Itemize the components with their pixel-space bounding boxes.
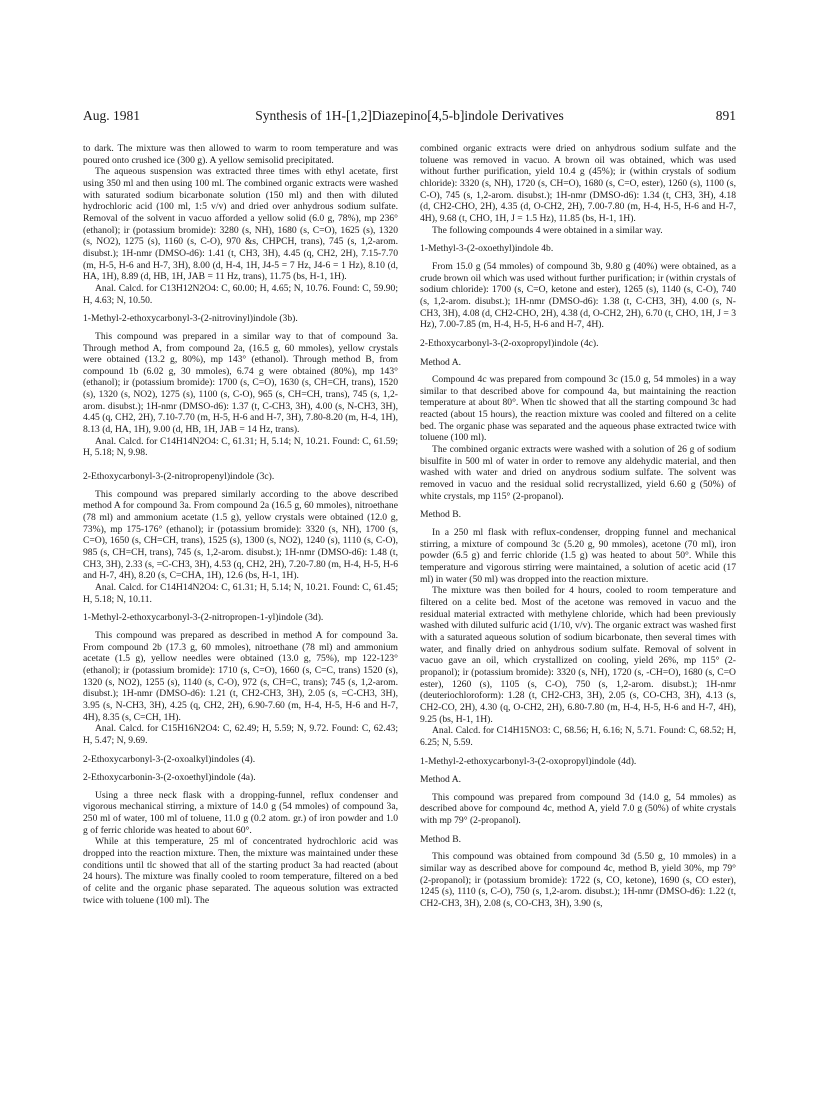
paragraph: to dark. The mixture was then allowed to warm to room temperature and was poured onto crushed ice (300 g). A yellow semisolid precipitated. bbox=[83, 143, 398, 166]
paragraph: The aqueous suspension was extracted three times with ethyl acetate, first using 350 ml and then using 100 ml. The combined organic extracts were washed with saturated sodium bicarbonate solution (150 ml) and then with diluted hydrochloric acid (100 ml, 1:5 v/v) and dried over anhydrous sodium sulfate. Removal of the solvent in vacuo afforded a yellow solid (6.0 g, 78%), mp 236° (ethanol); ir (potassium bromide): 3280 (s, NH), 1680 (s, C=O), 1625 (s), 1320 (s, NO2), 1275 (s), 1160 (s, C-O), 970 &s, CHPCH, trans), 745 (s, 1,2-arom. disubst.); 1H-nmr (DMSO-d6): 1.41 (t, CH3, 3H), 4.45 (q, CH2, 2H), 7.15-7.70 (m, H-5, H-6 and H-7, 3H), 8.00 (d, H-4, 1H, J4-5 = 7 Hz, J4-6 = 1 Hz), 8.10 (d, HA, 1H), 8.89 (d, HB, 1H, JAB = 11 Hz, trans), 11.75 (bs, H-1, 1H). bbox=[83, 166, 398, 283]
paragraph: This compound was prepared as described in method A for compound 3a. From compound 2b (17.3 g, 60 mmoles), nitroethane (78 ml) and ammonium acetate (1.5 g), yellow needles were obtained (13.0 g, 75%), mp 122-123° (ethanol); ir (potassium bromide): 1710 (s, C=O), 1660 (s, C=C, trans) 1520 (s), 1320 (s, NO2), 1255 (s), 1140 (s, C-O), 972 (s, CH=C, trans); 745 (s, 1,2-arom. disubst.); 1H-nmr (DMSO-d6): 1.21 (t, CH2-CH3, 3H), 2.05 (s, =C-CH3, 3H), 3.95 (s, N-CH3, 3H), 4.25 (q, CH2, 2H), 6.90-7.60 (m, H-4, H-5, H-6 and H-7, 4H), 8.35 (s, C=CH, 1H). bbox=[83, 629, 398, 723]
section-heading: 1-Methyl-2-ethoxycarbonyl-3-(2-nitropropen-1-yl)indole (3d). bbox=[83, 612, 324, 624]
paragraph: Anal. Calcd. for C15H16N2O4: C, 62.49; H, 5.59; N, 9.72. Found: C, 62.43; H, 5.47; N, 9.69. bbox=[83, 723, 398, 746]
paragraph: Anal. Calcd. for C14H15NO3: C, 68.56; H, 6.16; N, 5.71. Found: C, 68.52; H, 6.25; N, 5.59. bbox=[420, 725, 736, 748]
header-date: Aug. 1981 bbox=[83, 108, 140, 123]
paragraph: The following compounds 4 were obtained in a similar way. bbox=[432, 224, 663, 236]
section-heading: 2-Ethoxycarbonyl-3-(2-nitropropenyl)indole (3c). bbox=[83, 471, 275, 483]
paragraph: Anal. Calcd. for C13H12N2O4: C, 60.00; H, 4.65; N, 10.76. Found: C, 59.90; H, 4.63; N, 10.50. bbox=[83, 282, 398, 306]
spacer bbox=[83, 459, 398, 464]
paragraph: This compound was prepared similarly according to the above described method A for compound 3a. From compound 2a (16.5 g, 60 mmoles), nitroethane (78 ml) and ammonium acetate (1.5 g), yellow crystals were obtained (12.0 g, 73%), mp 175-176° (ethanol); ir (potassium bromide): 3320 (s, NH), 1700 (s, C=O), 1650 (s, CH=CH, trans), 1525 (s), 1300 (s, NO2), 1240 (s), 1110 (s, C-O), 985 (s, CH=CH, trans), 745 (s, 1,2-arom. disubst.); 1H-nmr (DMSO-d6): 1.48 (t, CH3, 3H), 2.33 (s, =C-CH3, 3H), 4.53 (q, CH2, 2H), 7.20-7.80 (m, H-4, H-5, H-6 and H-7, 4H), 8.20 (s, C=CHA, 1H), 12.6 (bs, H-1, 1H). bbox=[83, 488, 398, 582]
section-heading: Method A. bbox=[420, 774, 462, 786]
paragraph: While at this temperature, 25 ml of concentrated hydrochloric acid was dropped into the reaction mixture. Then, the mixture was maintained under these conditions until tlc showed that all of the starting product 3a had reacted (about 24 hours). The mixture was finally cooled to room temperature, filtered on a bed of celite and the organic phase separated. The aqueous solution was extracted twice with toluene (100 ml). The bbox=[83, 836, 398, 906]
paragraph: The mixture was then boiled for 4 hours, cooled to room temperature and filtered on a celite bed. Most of the acetone was removed in vacuo and the residual material extracted with methylene chloride, which had been previously washed with diluted sulfuric acid (1/10, v/v). The organic extract was washed first with a saturated aqueous solution of sodium bicarbonate, then several times with water, and finally dried on anhydrous sodium sulfate. Removal of solvent in vacuo gave an oil, which crystallized on cooling, yield 26%, mp 115° (2-propanol); ir (potassium bromide): 3320 (s, NH), 1720 (s, -CH=O), 1680 (s, C=O ester), 1260 (s), 1105 (s, C-O), 750 (s, 1,2-arom. disubst.); 1H-nmr (deuteriochloroform): 1.28 (t, CH2-CH3, 3H), 2.05 (s, CO-CH3, 3H), 4.13 (s, CH2-CO, 2H), 4.30 (q, O-CH2, 2H), 6.80-7.80 (m, H-4, H-5, H-6 and H-7, 4H), 9.25 (bs, H-1, 1H). bbox=[420, 585, 736, 725]
section-heading: 2-Ethoxycarbonyl-3-(2-oxopropyl)indole (4c). bbox=[420, 337, 599, 349]
paragraph: This compound was obtained from compound 3d (5.50 g, 10 mmoles) in a similar way as described above for compound 4c, method B, yield 30%, mp 79° (2-propanol); ir (potassium bromide): 1722 (s, CO, ketone), 1690 (s, CO ester), 1245 (s), 1110 (s, C-O), 750 (s, 1,2-arom. disubst.); 1H-nmr (DMSO-d6): 1.22 (t, CH2-CH3, 3H), 2.08 (s, CO-CH3, 3H), 3.90 (s, bbox=[420, 851, 736, 910]
section-heading: 1-Methyl-2-ethoxycarbonyl-3-(2-nitrovinyl)indole (3b). bbox=[83, 313, 298, 325]
section-heading: Method B. bbox=[420, 833, 462, 845]
running-header bbox=[83, 108, 736, 128]
section-heading: 1-Methyl-2-ethoxycarbonyl-3-(2-oxopropyl)indole (4d). bbox=[420, 755, 637, 767]
paragraph: Anal. Calcd. for C14H14N2O4: C, 61.31; H, 5.14; N, 10.21. Found: C, 61.45; H, 5.18; N, 10.11. bbox=[83, 581, 398, 605]
paragraph: In a 250 ml flask with reflux-condenser, dropping funnel and mechanical stirring, a mixture of compound 3c (5.20 g, 90 mmoles), acetone (70 ml), iron powder (6.5 g) and ferric chloride (1.5 g) was heated to about 50°. While this temperature and vigorous stirring were maintained, a solution of acetic acid (17 ml) in water (50 ml) was dropped into the reaction mixture. bbox=[420, 527, 736, 585]
paragraph: combined organic extracts were dried on anhydrous sodium sulfate and the toluene was removed in vacuo. A brown oil was obtained, which was used without further purification, yield 10.4 g (45%); ir (within crystals of sodium chloride): 3320 (s, NH), 1720 (s, CH=O), 1680 (s, C=O, ester), 1260 (s), 1100 (s, C-O), 745 (s, 1,2-arom. disubst.); 1H-nmr (DMSO-d6): 1.34 (t, CH3, 3H), 4.18 (d, CH2-CHO, 2H), 4.35 (d, O-CH2, 2H), 7.00-7.80 (m, H-4, H-5, H-6 and H-7, 4H), 9.68 (t, CHO, 1H, J = 1.5 Hz), 11.85 (bs, H-1, 1H). bbox=[420, 143, 736, 224]
header-running-title: Synthesis of 1H-[1,2]Diazepino[4,5-b]indole Derivatives bbox=[255, 108, 564, 123]
paragraph: Anal. Calcd. for C14H14N2O4: C, 61.31; H, 5.14; N, 10.21. Found: C, 61.59; H, 5.18; N, 9.98. bbox=[83, 435, 398, 459]
paragraph: This compound was prepared in a similar way to that of compound 3a. Through method A, from compound 2a, (16.5 g, 60 mmoles), yellow crystals were obtained (13.2 g, 80%), mp 143° (ethanol). Through method B, from compound 1b (6.02 g, 30 mmoles), 6.74 g were obtained (80%), mp 143° (ethanol); ir (potassium bromide): 1700 (s, C=O), 1630 (s, CH=CH, trans), 1520 (s), 1320 (s, NO2), 1275 (s), 1100 (s, C-O), 965 (s, CH=CH, trans), 745 (s, 1,2-arom. disubst.); 1H-nmr (DMSO-d6): 1.37 (t, C-CH3, 3H), 4.00 (s, N-CH3, 3H), 4.45 (q, CH2, 2H), 7.10-7.70 (m, H-5, H-6 and H-7, 3H), 7.80-8.20 (m, H-4, 1H), 8.13 (d, HA, 1H), 9.00 (d, HB, 1H, JAB = 14 Hz, trans). bbox=[83, 330, 398, 436]
section-heading: 2-Ethoxycarbonin-3-(2-oxoethyl)indole (4a). bbox=[83, 772, 256, 784]
paragraph: Using a three neck flask with a dropping-funnel, reflux condenser and vigorous mechanical stirring, a mixture of 14.0 g (54 mmoles) of compound 3a, 250 ml of water, 100 ml of toluene, 11.0 g (0.2 atom. gr.) of iron powder and 1.0 g of ferric chloride was heated to about 60°. bbox=[83, 789, 398, 836]
paragraph: Compound 4c was prepared from compound 3c (15.0 g, 54 mmoles) in a way similar to that described above for compound 4a, but maintaining the reaction temperature at about 80°. When tlc showed that all the starting compound 3c had reacted (about 15 hours), the reaction mixture was cooled and filtered on a celite bed. The organic phase was separated and the aqueous phase extracted twice with toluene (100 ml). bbox=[420, 374, 736, 444]
paragraph: From 15.0 g (54 mmoles) of compound 3b, 9.80 g (40%) were obtained, as a crude brown oil which was used without further purification; ir (within crystals of sodium chloride): 1700 (s, C=O, ketone and ester), 1265 (s), 1140 (s, C-O), 740 (s, 1,2-arom. disubst.); 1H-nmr (DMSO-d6): 1.38 (t, C-CH3, 3H), 4.00 (s, N-CH3, 3H), 4.08 (d, CH2-CHO, 2H), 4.38 (d, O-CH2, 2H), 6.70 (t, CHO, 1H, J = 3 Hz), 7.00-7.85 (m, H-4, H-5, H-6 and H-7, 4H). bbox=[420, 260, 736, 331]
paragraph: This compound was prepared from compound 3d (14.0 g, 54 mmoles) as described above for compound 4c, method A, yield 7.0 g (50%) of white crystals with mp 79° (2-propanol). bbox=[420, 791, 736, 827]
left-column bbox=[83, 143, 398, 906]
section-heading: Method A. bbox=[420, 356, 462, 368]
paragraph: The combined organic extracts were washed with a solution of 26 g of sodium bisulfite in 500 ml of water in order to remove any aldehydic material, and then washed with water and dried on anydrous sodium sulfate. The solvent was removed in vacuo and the residual solid recrystallized, yield 6.60 g (50%) of white crystals, mp 115° (2-propanol). bbox=[420, 444, 736, 502]
header-page-number: 891 bbox=[715, 108, 736, 123]
right-column bbox=[420, 143, 736, 910]
section-heading: 1-Methyl-3-(2-oxoethyl)indole 4b. bbox=[420, 243, 554, 255]
section-heading: Method B. bbox=[420, 509, 462, 521]
section-heading: 2-Ethoxycarbonyl-3-(2-oxoalkyl)indoles (4). bbox=[83, 753, 256, 765]
